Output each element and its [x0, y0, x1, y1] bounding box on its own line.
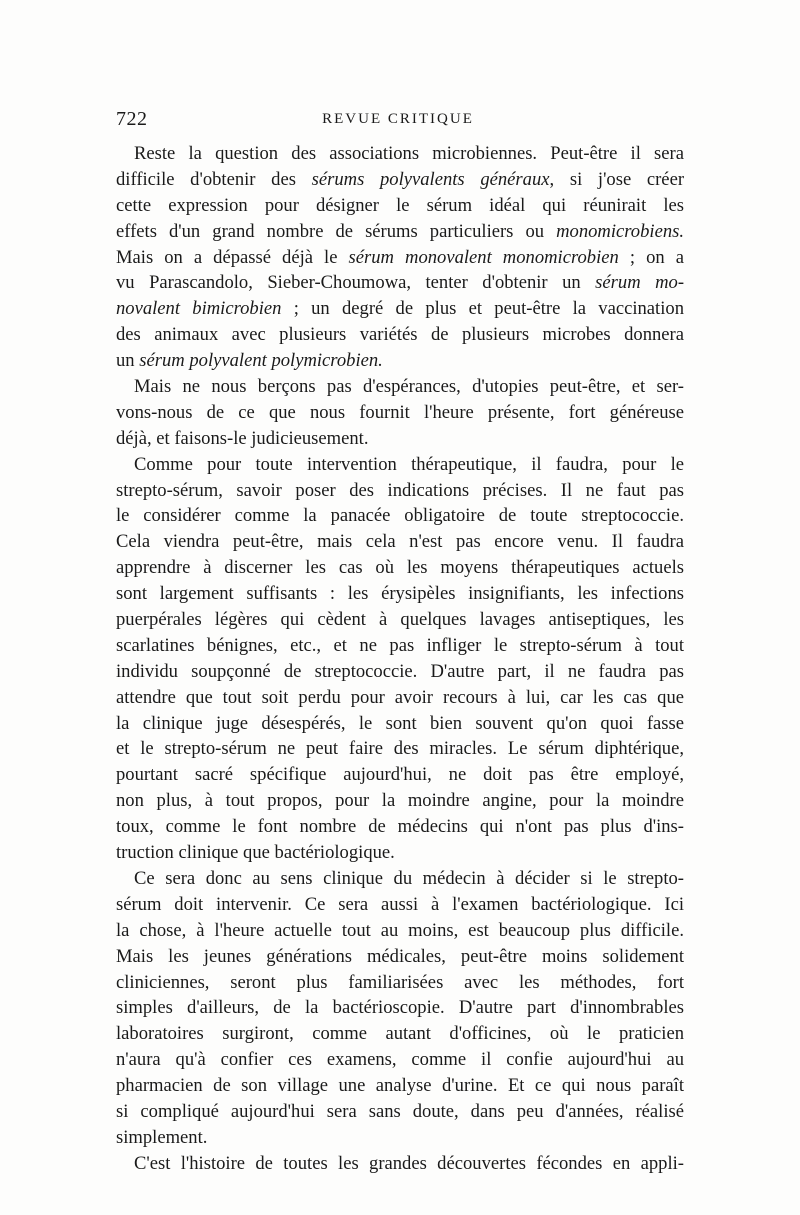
text-line	[116, 711, 684, 737]
page-number: 722	[116, 108, 148, 130]
text-segment: sont largement suffisants : les érysipèles insignifiants, les infections	[116, 583, 684, 605]
text-line	[116, 141, 684, 167]
text-segment: simplement.	[116, 1126, 208, 1148]
text-segment: difficile d'obtenir des	[116, 168, 312, 190]
text-line	[116, 167, 684, 193]
text-segment: Mais les jeunes générations médicales, peut-être moins solidement	[116, 945, 684, 967]
text-segment: cliniciennes, seront plus familiarisées avec les méthodes, fort	[116, 971, 684, 993]
text-segment: le considérer comme la panacée obligatoire de toute streptococcie.	[116, 505, 684, 527]
text-line	[116, 1047, 684, 1073]
text-segment: la clinique juge désespérés, le sont bien souvent qu'on quoi fasse	[116, 712, 684, 734]
text-line	[116, 1125, 684, 1151]
text-line	[116, 426, 684, 452]
text-segment: Comme pour toute intervention thérapeutique, il faudra, pour le	[134, 453, 684, 475]
text-segment: vu Parascandolo, Sieber-Choumowa, tenter d'obtenir un	[116, 272, 596, 294]
text-segment: sérum doit intervenir. Ce sera aussi à l'examen bactériologique. Ici	[116, 893, 684, 915]
text-segment: individu soupçonné de streptococcie. D'autre part, il ne faudra pas	[116, 660, 684, 682]
text-segment: strepto-sérum, savoir poser des indications précises. Il ne faut pas	[116, 479, 684, 501]
text-line	[116, 659, 684, 685]
text-segment: laboratoires surgiront, comme autant d'officines, où le praticien	[116, 1023, 684, 1045]
italic-text: sérum mo-	[595, 272, 685, 294]
text-segment: Mais on a dépassé déjà le	[116, 246, 349, 268]
text-segment: Reste la question des associations microbiennes. Peut-être il sera	[134, 143, 684, 164]
text-line	[116, 892, 684, 918]
text-line	[116, 970, 684, 996]
body-text	[116, 141, 684, 1177]
text-segment: ; on a	[618, 246, 684, 268]
text-segment: apprendre à discerner les cas où les moyens thérapeutiques actuels	[116, 557, 684, 579]
text-segment: , si j'ose créer	[549, 168, 685, 190]
text-line	[116, 581, 684, 607]
text-line	[116, 555, 684, 581]
text-line	[116, 1099, 684, 1125]
text-segment: scarlatines bénignes, etc., et ne pas infliger le strepto-sérum à tout	[116, 634, 684, 656]
text-segment: toux, comme le font nombre de médecins qui n'ont pas plus d'ins-	[116, 816, 684, 838]
italic-text: sérums polyvalents généraux	[311, 168, 550, 190]
text-segment: des animaux avec plusieurs variétés de plusieurs microbes donnera	[116, 324, 684, 346]
text-line	[116, 1073, 684, 1099]
text-segment: vons-nous de ce que nous fournit l'heure présente, fort généreuse	[116, 401, 684, 423]
text-segment: cette expression pour désigner le sérum idéal qui réunirait les	[116, 194, 684, 216]
text-segment: puerpérales légères qui cèdent à quelques lavages antiseptiques, les	[116, 609, 684, 631]
text-line	[116, 245, 684, 271]
text-line	[116, 607, 684, 633]
text-segment: non plus, à tout propos, pour la moindre angine, pour la moindre	[116, 790, 684, 812]
text-line	[116, 348, 684, 374]
text-line	[116, 866, 684, 892]
text-line	[116, 995, 684, 1021]
text-segment: Ce sera donc au sens clinique du médecin à décider si le strepto-	[134, 867, 684, 889]
text-line	[116, 685, 684, 711]
text-line	[116, 529, 684, 555]
text-line	[116, 193, 684, 219]
text-segment: un	[116, 350, 140, 372]
text-segment: attendre que tout soit perdu pour avoir recours à lui, car les cas que	[116, 686, 684, 708]
text-line	[116, 944, 684, 970]
text-segment: la chose, à l'heure actuelle tout au moins, est beaucoup plus difficile.	[116, 919, 684, 941]
text-segment: déjà, et faisons-le judicieusement.	[116, 427, 369, 449]
text-segment: truction clinique que bactériologique.	[116, 842, 395, 864]
text-segment: C'est l'histoire de toutes les grandes découvertes fécondes en appli-	[134, 1152, 684, 1174]
text-line	[116, 1021, 684, 1047]
text-segment: effets d'un grand nombre de sérums particuliers ou	[116, 220, 557, 242]
text-segment: Cela viendra peut-être, mais cela n'est pas encore venu. Il faudra	[116, 531, 684, 553]
text-segment: simples d'ailleurs, de la bactérioscopie. D'autre part d'innombrables	[116, 997, 684, 1019]
italic-text: sérum monovalent monomicrobien	[348, 246, 619, 268]
text-line	[116, 1151, 684, 1177]
text-line	[116, 762, 684, 788]
text-line	[116, 400, 684, 426]
text-segment: pourtant sacré spécifique aujourd'hui, ne doit pas être employé,	[116, 764, 684, 786]
text-segment: n'aura qu'à confier ces examens, comme il confie aujourd'hui au	[116, 1049, 684, 1071]
text-segment: si compliqué aujourd'hui sera sans doute, dans peu d'années, réalisé	[116, 1100, 684, 1122]
running-head	[112, 108, 684, 134]
text-line	[116, 840, 684, 866]
text-line	[116, 322, 684, 348]
text-line	[116, 503, 684, 529]
text-line	[116, 452, 684, 478]
text-line	[116, 814, 684, 840]
text-line	[116, 270, 684, 296]
text-segment: Mais ne nous berçons pas d'espérances, d'utopies peut-être, et ser-	[134, 376, 684, 398]
text-line	[116, 374, 684, 400]
italic-text: novalent bimicrobien	[116, 298, 282, 320]
text-line	[116, 736, 684, 762]
text-line	[116, 478, 684, 504]
text-segment: ; un degré de plus et peut-être la vaccination	[281, 298, 684, 320]
text-line	[116, 633, 684, 659]
text-line	[116, 296, 684, 322]
text-segment: et le strepto-sérum ne peut faire des miracles. Le sérum diphtérique,	[116, 738, 684, 760]
italic-text: sérum polyvalent polymicrobien.	[139, 350, 383, 372]
text-line	[116, 219, 684, 245]
running-title: REVUE CRITIQUE	[322, 111, 474, 127]
text-line	[116, 918, 684, 944]
italic-text: monomicrobiens.	[556, 220, 684, 242]
text-line	[116, 788, 684, 814]
text-segment: pharmacien de son village une analyse d'urine. Et ce qui nous paraît	[116, 1075, 684, 1097]
